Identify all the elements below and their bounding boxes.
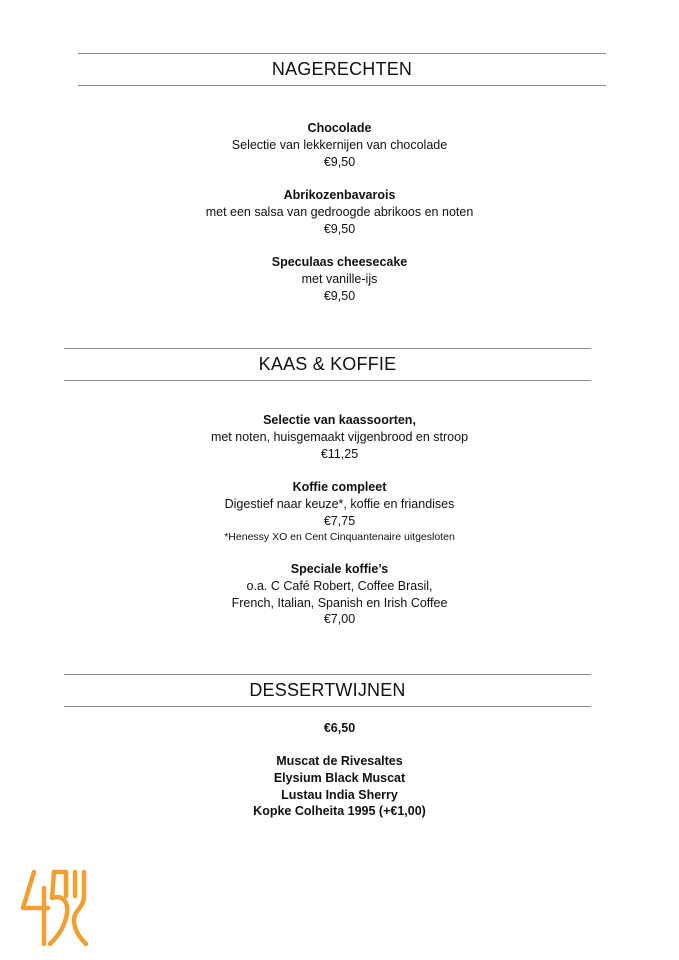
item-name: Selectie van kaassoorten, xyxy=(263,413,416,427)
item-description: Digestief naar keuze*, koffie en friandises xyxy=(224,496,455,511)
item-description: met een salsa van gedroogde abrikoos en noten xyxy=(205,204,474,219)
wine-list xyxy=(0,753,679,820)
item-description: met noten, huisgemaakt vijgenbrood en stroop xyxy=(210,429,469,444)
item-description: met vanille-ijs xyxy=(301,271,378,286)
section-title: KAAS & KOFFIE xyxy=(258,354,397,374)
item-footnote: *Henessy XO en Cent Cinquantenaire uitgesloten xyxy=(224,531,455,544)
item-price: €9,50 xyxy=(323,288,356,303)
item-name: Koffie compleet xyxy=(292,480,387,494)
wine-item: Lustau India Sherry xyxy=(281,787,398,802)
menu-item xyxy=(0,412,679,462)
dessert-wine-price: €6,50 xyxy=(323,721,356,735)
section-header-kaas-koffie xyxy=(64,348,591,381)
item-name: Speculaas cheesecake xyxy=(271,255,408,269)
menu-item xyxy=(0,187,679,237)
item-description: o.a. C Café Robert, Coffee Brasil, xyxy=(246,578,433,593)
section-header-nagerechten xyxy=(78,53,606,86)
fork-and-45-logo-icon xyxy=(18,868,90,948)
item-description-2: French, Italian, Spanish en Irish Coffee xyxy=(231,595,448,610)
item-name: Chocolade xyxy=(307,121,372,135)
item-name: Abrikozenbavarois xyxy=(283,188,396,202)
item-name: Speciale koffie’s xyxy=(290,562,389,576)
item-description: Selectie van lekkernijen van chocolade xyxy=(231,137,448,152)
item-price: €9,50 xyxy=(323,221,356,236)
section-title: DESSERTWIJNEN xyxy=(249,680,406,700)
item-price: €7,75 xyxy=(323,513,356,528)
item-price: €11,25 xyxy=(320,446,359,461)
wine-item: Elysium Black Muscat xyxy=(273,770,406,785)
menu-item xyxy=(0,561,679,628)
wine-price xyxy=(0,720,679,737)
section-title: NAGERECHTEN xyxy=(271,59,413,79)
menu-item xyxy=(0,120,679,170)
menu-item xyxy=(0,479,679,546)
wine-item: Muscat de Rivesaltes xyxy=(276,754,403,768)
wine-item: Kopke Colheita 1995 (+€1,00) xyxy=(253,804,426,819)
section-header-dessertwijnen xyxy=(64,674,591,707)
item-price: €7,00 xyxy=(323,612,356,627)
menu-item xyxy=(0,254,679,304)
item-price: €9,50 xyxy=(323,154,356,169)
